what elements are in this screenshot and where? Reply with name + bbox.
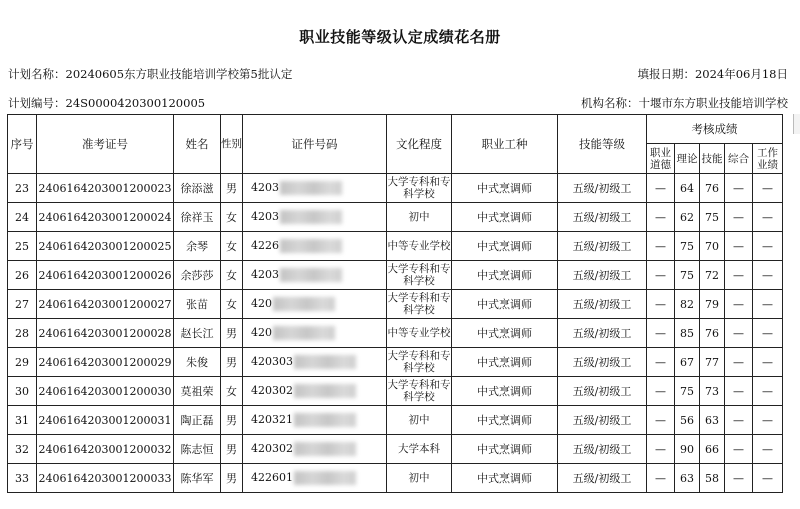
cell-id-no [243, 464, 387, 493]
table-row [8, 435, 783, 464]
cell-occupation: 中式烹调师 [452, 232, 558, 261]
cell-occupation: 中式烹调师 [452, 406, 558, 435]
cell-skill-level: 五级/初级工 [558, 232, 647, 261]
cell-seq: 30 [8, 377, 37, 406]
cell-work-performance: — [753, 319, 783, 348]
cell-id-no [243, 290, 387, 319]
score-roster-table [7, 114, 783, 493]
cell-gender: 女 [221, 290, 243, 319]
cell-ethics: — [647, 406, 675, 435]
cell-seq: 32 [8, 435, 37, 464]
cell-skill: 58 [700, 464, 725, 493]
cell-work-performance: — [753, 290, 783, 319]
cell-education: 大学专科和专科学校 [387, 377, 452, 406]
cell-skill-level: 五级/初级工 [558, 406, 647, 435]
cell-theory: 75 [675, 261, 700, 290]
cell-skill-level: 五级/初级工 [558, 348, 647, 377]
cell-skill-level: 五级/初级工 [558, 377, 647, 406]
cell-work-performance: — [753, 261, 783, 290]
cell-work-performance: — [753, 377, 783, 406]
header-name: 姓名 [174, 115, 221, 174]
cell-skill-level: 五级/初级工 [558, 174, 647, 203]
cell-name: 莫祖荣 [174, 377, 221, 406]
cell-gender: 女 [221, 232, 243, 261]
table-row [8, 406, 783, 435]
cell-skill-level: 五级/初级工 [558, 435, 647, 464]
cell-skill: 76 [700, 174, 725, 203]
cell-work-performance: — [753, 348, 783, 377]
cell-theory: 62 [675, 203, 700, 232]
redacted-id-blur [294, 355, 356, 369]
cell-education: 初中 [387, 464, 452, 493]
cell-id-no [243, 406, 387, 435]
id-prefix: 4203 [251, 268, 279, 281]
cell-name: 徐祥玉 [174, 203, 221, 232]
cell-theory: 75 [675, 232, 700, 261]
id-prefix: 420302 [251, 442, 293, 455]
redacted-id-blur [273, 297, 335, 311]
cell-gender: 男 [221, 174, 243, 203]
cell-occupation: 中式烹调师 [452, 290, 558, 319]
cell-name: 赵长江 [174, 319, 221, 348]
cell-comprehensive: — [725, 319, 753, 348]
cell-occupation: 中式烹调师 [452, 435, 558, 464]
cell-skill: 72 [700, 261, 725, 290]
redacted-id-blur [280, 181, 342, 195]
redacted-id-blur [280, 268, 342, 282]
cell-name: 陈志恒 [174, 435, 221, 464]
cell-exam-no: 2406164203001200032 [37, 435, 174, 464]
header-skill: 技能 [700, 144, 725, 174]
header-comprehensive: 综合 [725, 144, 753, 174]
cell-seq: 28 [8, 319, 37, 348]
cell-occupation: 中式烹调师 [452, 203, 558, 232]
cell-ethics: — [647, 377, 675, 406]
header-education: 文化程度 [387, 115, 452, 174]
cell-exam-no: 2406164203001200030 [37, 377, 174, 406]
cell-skill: 63 [700, 406, 725, 435]
cell-education: 大学专科和专科学校 [387, 290, 452, 319]
cell-seq: 29 [8, 348, 37, 377]
cell-comprehensive: — [725, 261, 753, 290]
cell-gender: 男 [221, 406, 243, 435]
cell-skill-level: 五级/初级工 [558, 464, 647, 493]
cell-gender: 女 [221, 203, 243, 232]
plan-name-value: 20240605东方职业技能培训学校第5批认定 [65, 67, 293, 81]
cell-ethics: — [647, 348, 675, 377]
header-gender: 性别 [221, 115, 243, 174]
cell-work-performance: — [753, 464, 783, 493]
cell-occupation: 中式烹调师 [452, 464, 558, 493]
cell-id-no [243, 348, 387, 377]
cell-seq: 33 [8, 464, 37, 493]
cell-work-performance: — [753, 406, 783, 435]
cell-skill: 79 [700, 290, 725, 319]
table-row [8, 203, 783, 232]
fill-date [637, 66, 788, 82]
cell-comprehensive: — [725, 203, 753, 232]
cell-exam-no: 2406164203001200028 [37, 319, 174, 348]
cell-name: 朱俊 [174, 348, 221, 377]
redacted-id-blur [294, 442, 356, 456]
cell-skill: 76 [700, 319, 725, 348]
org-name-label: 机构名称： [581, 96, 639, 110]
cell-exam-no: 2406164203001200025 [37, 232, 174, 261]
id-prefix: 420302 [251, 384, 293, 397]
cell-ethics: — [647, 290, 675, 319]
header-ethics: 职业道德 [647, 144, 675, 174]
cell-skill: 66 [700, 435, 725, 464]
redacted-id-blur [294, 413, 356, 427]
cell-id-no [243, 261, 387, 290]
cell-skill-level: 五级/初级工 [558, 319, 647, 348]
id-prefix: 4203 [251, 210, 279, 223]
cell-id-no [243, 319, 387, 348]
cell-comprehensive: — [725, 377, 753, 406]
table-row [8, 319, 783, 348]
cell-theory: 85 [675, 319, 700, 348]
cell-name: 余莎莎 [174, 261, 221, 290]
cell-seq: 26 [8, 261, 37, 290]
cell-gender: 女 [221, 261, 243, 290]
cell-occupation: 中式烹调师 [452, 319, 558, 348]
fill-date-value: 2024年06月18日 [694, 67, 788, 81]
cell-ethics: — [647, 232, 675, 261]
cell-skill: 73 [700, 377, 725, 406]
cell-occupation: 中式烹调师 [452, 377, 558, 406]
cell-occupation: 中式烹调师 [452, 261, 558, 290]
org-name-value: 十堰市东方职业技能培训学校 [638, 96, 788, 110]
cell-work-performance: — [753, 174, 783, 203]
plan-number-label: 计划编号： [8, 96, 66, 110]
cell-gender: 男 [221, 435, 243, 464]
cell-comprehensive: — [725, 435, 753, 464]
cell-comprehensive: — [725, 348, 753, 377]
cell-ethics: — [647, 261, 675, 290]
cell-gender: 女 [221, 377, 243, 406]
header-occupation: 职业工种 [452, 115, 558, 174]
cell-education: 中等专业学校 [387, 319, 452, 348]
cell-seq: 23 [8, 174, 37, 203]
redacted-id-blur [294, 384, 356, 398]
table-row [8, 174, 783, 203]
table-row [8, 261, 783, 290]
header-exam-no: 准考证号 [37, 115, 174, 174]
cell-comprehensive: — [725, 232, 753, 261]
cell-id-no [243, 203, 387, 232]
cell-skill-level: 五级/初级工 [558, 261, 647, 290]
redacted-id-blur [273, 326, 335, 340]
cell-seq: 31 [8, 406, 37, 435]
cell-theory: 75 [675, 377, 700, 406]
cell-skill: 75 [700, 203, 725, 232]
cell-name: 余琴 [174, 232, 221, 261]
cell-theory: 56 [675, 406, 700, 435]
table-row [8, 464, 783, 493]
redacted-id-blur [294, 471, 356, 485]
cell-gender: 男 [221, 319, 243, 348]
redacted-id-blur [280, 210, 342, 224]
cell-seq: 27 [8, 290, 37, 319]
cell-work-performance: — [753, 435, 783, 464]
table-row [8, 348, 783, 377]
id-prefix: 4203 [251, 181, 279, 194]
plan-number-value: 24S0000420300120005 [65, 96, 206, 110]
cell-id-no [243, 174, 387, 203]
cell-theory: 64 [675, 174, 700, 203]
header-work-performance: 工作业绩 [753, 144, 783, 174]
cell-skill-level: 五级/初级工 [558, 290, 647, 319]
header-theory: 理论 [675, 144, 700, 174]
cell-name: 徐添滋 [174, 174, 221, 203]
cell-education: 初中 [387, 203, 452, 232]
header-scores: 考核成绩 [647, 115, 783, 144]
id-prefix: 420303 [251, 355, 293, 368]
cell-comprehensive: — [725, 290, 753, 319]
cell-exam-no: 2406164203001200029 [37, 348, 174, 377]
cell-seq: 25 [8, 232, 37, 261]
cell-seq: 24 [8, 203, 37, 232]
cell-comprehensive: — [725, 174, 753, 203]
cell-education: 中等专业学校 [387, 232, 452, 261]
cell-name: 陶正磊 [174, 406, 221, 435]
cell-gender: 男 [221, 464, 243, 493]
cell-comprehensive: — [725, 464, 753, 493]
cell-gender: 男 [221, 348, 243, 377]
plan-name-label: 计划名称： [8, 67, 66, 81]
id-prefix: 420 [251, 326, 272, 339]
table-row [8, 232, 783, 261]
cell-id-no [243, 232, 387, 261]
header-id-no: 证件号码 [243, 115, 387, 174]
page-title: 职业技能等级认定成绩花名册 [299, 28, 501, 46]
cell-ethics: — [647, 435, 675, 464]
id-prefix: 420321 [251, 413, 293, 426]
cell-exam-no: 2406164203001200027 [37, 290, 174, 319]
plan-name [8, 66, 292, 82]
cell-exam-no: 2406164203001200026 [37, 261, 174, 290]
org-name [581, 95, 788, 111]
redacted-id-blur [280, 239, 342, 253]
cell-skill: 77 [700, 348, 725, 377]
cell-occupation: 中式烹调师 [452, 174, 558, 203]
cell-work-performance: — [753, 203, 783, 232]
cell-education: 大学专科和专科学校 [387, 261, 452, 290]
id-prefix: 422601 [251, 471, 293, 484]
cell-theory: 63 [675, 464, 700, 493]
cell-work-performance: — [753, 232, 783, 261]
plan-number [8, 95, 205, 111]
cell-theory: 67 [675, 348, 700, 377]
table-row [8, 290, 783, 319]
cell-theory: 82 [675, 290, 700, 319]
cell-comprehensive: — [725, 406, 753, 435]
cell-theory: 90 [675, 435, 700, 464]
id-prefix: 4226 [251, 239, 279, 252]
header-seq: 序号 [8, 115, 37, 174]
cell-exam-no: 240616420300120002​3 [37, 174, 174, 203]
cell-skill: 70 [700, 232, 725, 261]
header-skill-level: 技能等级 [558, 115, 647, 174]
cell-name: 张苗 [174, 290, 221, 319]
scrollbar-edge[interactable] [793, 114, 800, 134]
cell-ethics: — [647, 174, 675, 203]
cell-ethics: — [647, 203, 675, 232]
cell-exam-no: 2406164203001200024 [37, 203, 174, 232]
cell-education: 大学专科和专科学校 [387, 174, 452, 203]
table-row [8, 377, 783, 406]
id-prefix: 420 [251, 297, 272, 310]
cell-id-no [243, 435, 387, 464]
cell-ethics: — [647, 319, 675, 348]
cell-skill-level: 五级/初级工 [558, 203, 647, 232]
cell-education: 初中 [387, 406, 452, 435]
cell-occupation: 中式烹调师 [452, 348, 558, 377]
cell-exam-no: 2406164203001200031 [37, 406, 174, 435]
cell-name: 陈华军 [174, 464, 221, 493]
cell-education: 大学专科和专科学校 [387, 348, 452, 377]
cell-ethics: — [647, 464, 675, 493]
roster-body [8, 174, 783, 493]
cell-exam-no: 2406164203001200033 [37, 464, 174, 493]
cell-id-no [243, 377, 387, 406]
fill-date-label: 填报日期： [637, 67, 695, 81]
cell-education: 大学本科 [387, 435, 452, 464]
